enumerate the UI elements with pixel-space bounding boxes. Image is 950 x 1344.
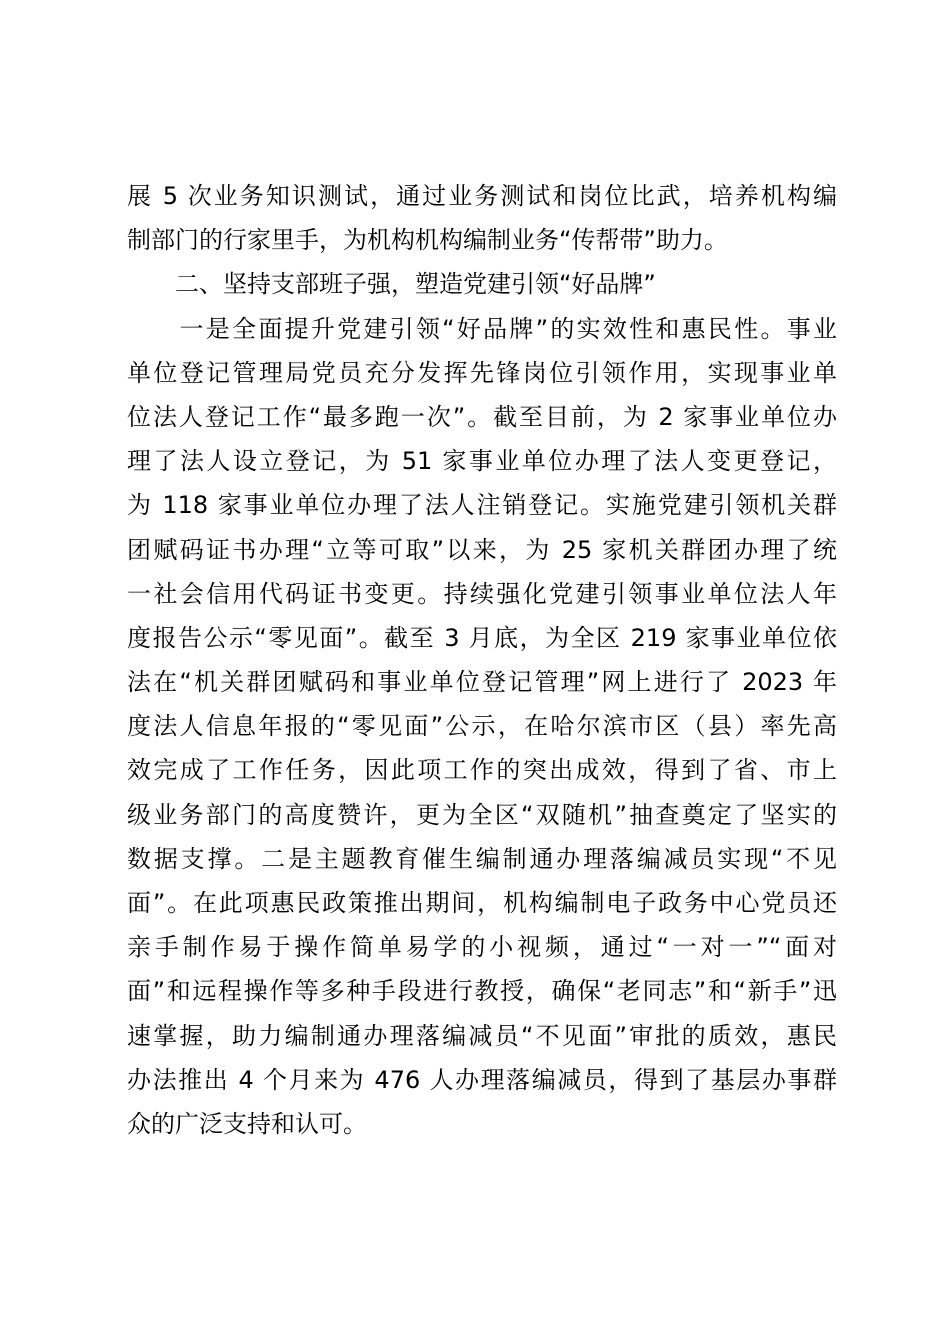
text-line-14: 效完成了工作任务，因此项工作的突出成效，得到了省、市上: [127, 756, 837, 785]
text-line-21: 办法推出 4 个月来为 476 人办理落编减员，得到了基层办事群: [127, 1065, 837, 1094]
text-line-2: 制部门的行家里手，为机构机构编制业务“传帮带”助力。: [127, 226, 728, 255]
section-heading: 二、坚持支部班子强，塑造党建引领“好品牌”: [127, 270, 656, 299]
text-line-22: 众的广泛支持和认可。: [127, 1109, 367, 1138]
text-line-13: 度法人信息年报的“零见面”公示，在哈尔滨市区（县）率先高: [127, 712, 837, 741]
text-line-16: 数据支撑。二是主题教育催生编制通办理落编减员实现“不见: [127, 844, 837, 873]
text-line-7: 理了法人设立登记，为 51 家事业单位办理了法人变更登记，: [127, 447, 837, 476]
text-line-4: 一是全面提升党建引领“好品牌”的实效性和惠民性。事业: [127, 314, 837, 343]
text-line-12: 法在“机关群团赋码和事业单位登记管理”网上进行了 2023 年: [127, 668, 837, 697]
text-line-15: 级业务部门的高度赞许，更为全区“双随机”抽查奠定了坚实的: [127, 800, 837, 829]
text-line-9: 团赋码证书办理“立等可取”以来，为 25 家机关群团办理了统: [127, 535, 837, 564]
text-line-17: 面”。在此项惠民政策推出期间，机构编制电子政务中心党员还: [127, 889, 837, 917]
text-line-6: 位法人登记工作“最多跑一次”。截至目前，为 2 家事业单位办: [127, 402, 837, 431]
text-line-20: 速掌握，助力编制通办理落编减员“不见面”审批的质效，惠民: [127, 1021, 837, 1050]
body-text: [127, 174, 837, 1146]
text-line-1: 展 5 次业务知识测试，通过业务测试和岗位比武，培养机构编: [127, 182, 837, 210]
text-line-11: 度报告公示“零见面”。截至 3 月底，为全区 219 家事业单位依: [127, 623, 837, 652]
text-line-8: 为 118 家事业单位办理了法人注销登记。实施党建引领机关群: [127, 491, 837, 520]
text-line-5: 单位登记管理局党员充分发挥先锋岗位引领作用，实现事业单: [127, 358, 837, 387]
text-line-19: 面”和远程操作等多种手段进行教授，确保“老同志”和“新手”迅: [127, 977, 837, 1006]
text-line-18: 亲手制作易于操作简单易学的小视频，通过“一对一”“面对: [127, 933, 837, 962]
text-line-10: 一社会信用代码证书变更。持续强化党建引领事业单位法人年: [127, 579, 837, 608]
